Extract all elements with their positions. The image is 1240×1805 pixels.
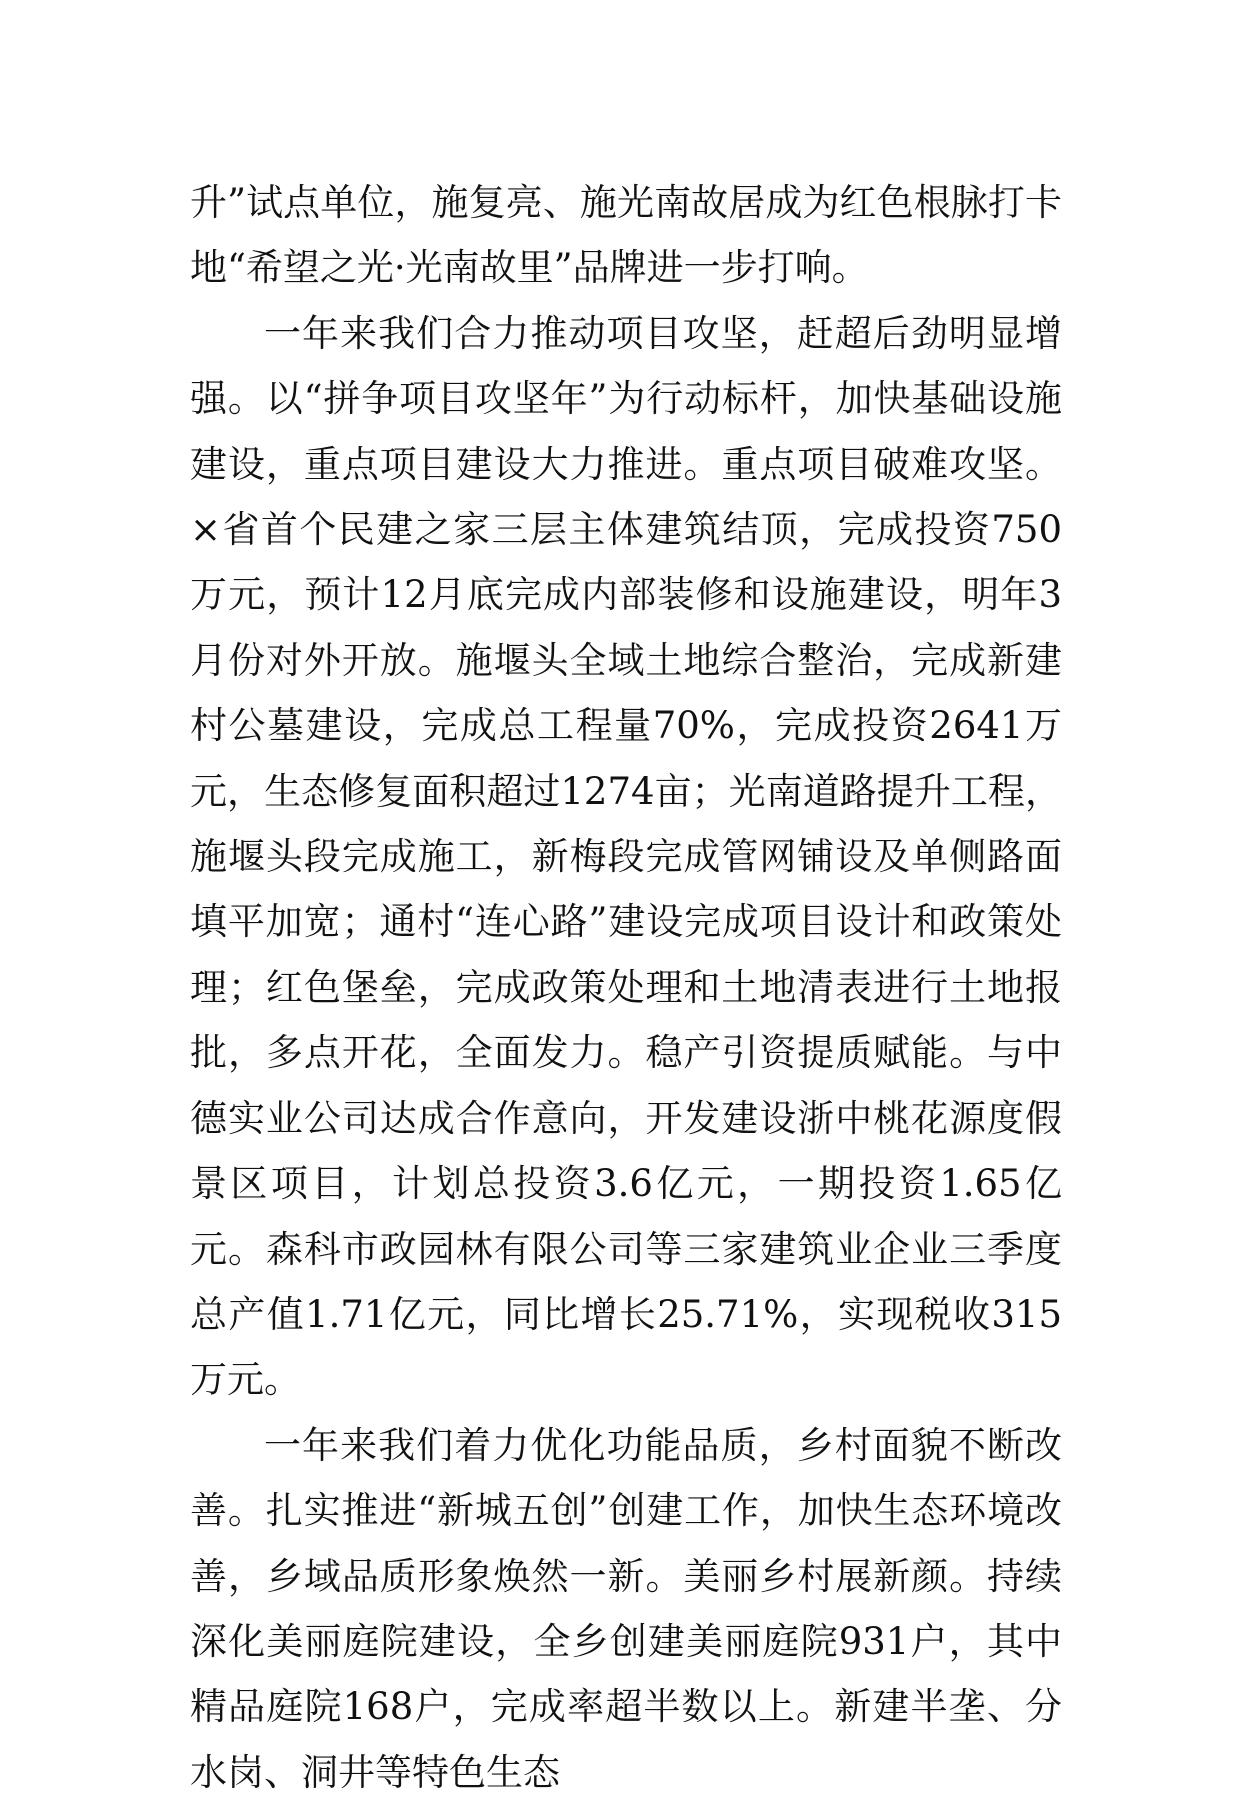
document-page: [190, 170, 1062, 1805]
paragraph-intro-continuation: 升”试点单位，施复亮、施光南故居成为红色根脉打卡地“希望之光·光南故里”品牌进一步打响。: [190, 181, 1062, 290]
paragraph-project-progress: 一年来我们合力推动项目攻坚，赶超后劲明显增强。以“拼争项目攻坚年”为行动标杆，加快基础设施建设，重点项目建设大力推进。重点项目破难攻坚。×省首个民建之家三层主体建筑结顶，完成投资750万元，预计12月底完成内部装修和设施建设，明年3月份对外开放。施堰头全域土地综合整治，完成新建村公墓建设，完成总工程量70%，完成投资2641万元，生态修复面积超过1274亩；光南道路提升工程，施堰头段完成施工，新梅段完成管网铺设及单侧路面填平加宽；通村“连心路”建设完成项目设计和政策处理；红色堡垒，完成政策处理和土地清表进行土地报批，多点开花，全面发力。稳产引资提质赋能。与中德实业公司达成合作意向，开发建设浙中桃花源度假景区项目，计划总投资3.6亿元，一期投资1.65亿元。森科市政园林有限公司等三家建筑业企业三季度总产值1.71亿元，同比增长25.71%，实现税收315万元。: [190, 311, 1062, 1402]
paragraph-rural-improvement: 一年来我们着力优化功能品质，乡村面貌不断改善。扎实推进“新城五创”创建工作，加快生态环境改善，乡域品质形象焕然一新。美丽乡村展新颜。持续深化美丽庭院建设，全乡创建美丽庭院931户，其中精品庭院168户，完成率超半数以上。新建半垄、分水岗、洞井等特色生态: [190, 1423, 1062, 1794]
